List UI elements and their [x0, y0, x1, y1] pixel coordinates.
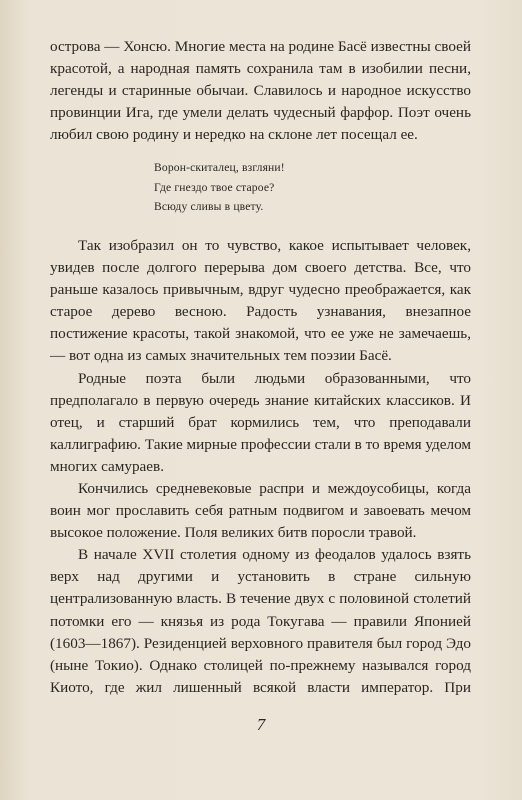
paragraph-1: острова — Хонсю. Многие места на родине Басё известны своей красотой, а народная память сохранила там в изобилии песни, легенды и старинные обычаи. Славилось и народное искусство провинции Ига, где умели делать чудесный фарфор. Поэт очень любил свою родину и нередко на склоне лет посещал ее. [50, 38, 471, 144]
paragraph-3: Родные поэта были людьми образованными, что предполагало в первую очередь знание китайских классиков. И отец, и старший брат кормились тем, что преподавали каллиграфию. Такие мирные профессии стали в то время уделом многих самураев. [50, 369, 471, 475]
poem [154, 158, 471, 217]
paragraph-4: Кончились средневековые распри и междоусобицы, когда воин мог прославить себя ратным подвигом и завоевать мечом высокое положение. Поля великих битв поросли травой. [50, 480, 471, 542]
paragraph-5: В начале XVII столетия одному из феодалов удалось взять верх над другими и установить в стране сильную централизованную власть. В течение двух с половиной столетий потомки его — князья из рода Токугава — правили Японией (1603—1867). Резиденцией верховного правителя был город Эдо (ныне Токио). Однако столицей по-прежнему назывался город Киото, где жил лишенный всякой власти император. При [50, 546, 471, 696]
poem-line-3: Всюду сливы в цвету. [154, 200, 264, 214]
text-column [50, 36, 471, 699]
poem-line-2: Где гнездо твое старое? [154, 180, 275, 194]
poem-line-1: Ворон-скиталец, взгляни! [154, 161, 285, 175]
page-number: 7 [256, 715, 266, 734]
paragraph-2: Так изобразил он то чувство, какое испытывает человек, увидев после долгого перерыва дом своего детства. Все, что раньше казалось привычным, вдруг чудесно преображается, как старое дерево весною. Радость узнавания, внезапное постижение красоты, такой знакомой, что ее уже не замечаешь,— вот одна из самых значительных тем поэзии Басё. [50, 236, 471, 365]
